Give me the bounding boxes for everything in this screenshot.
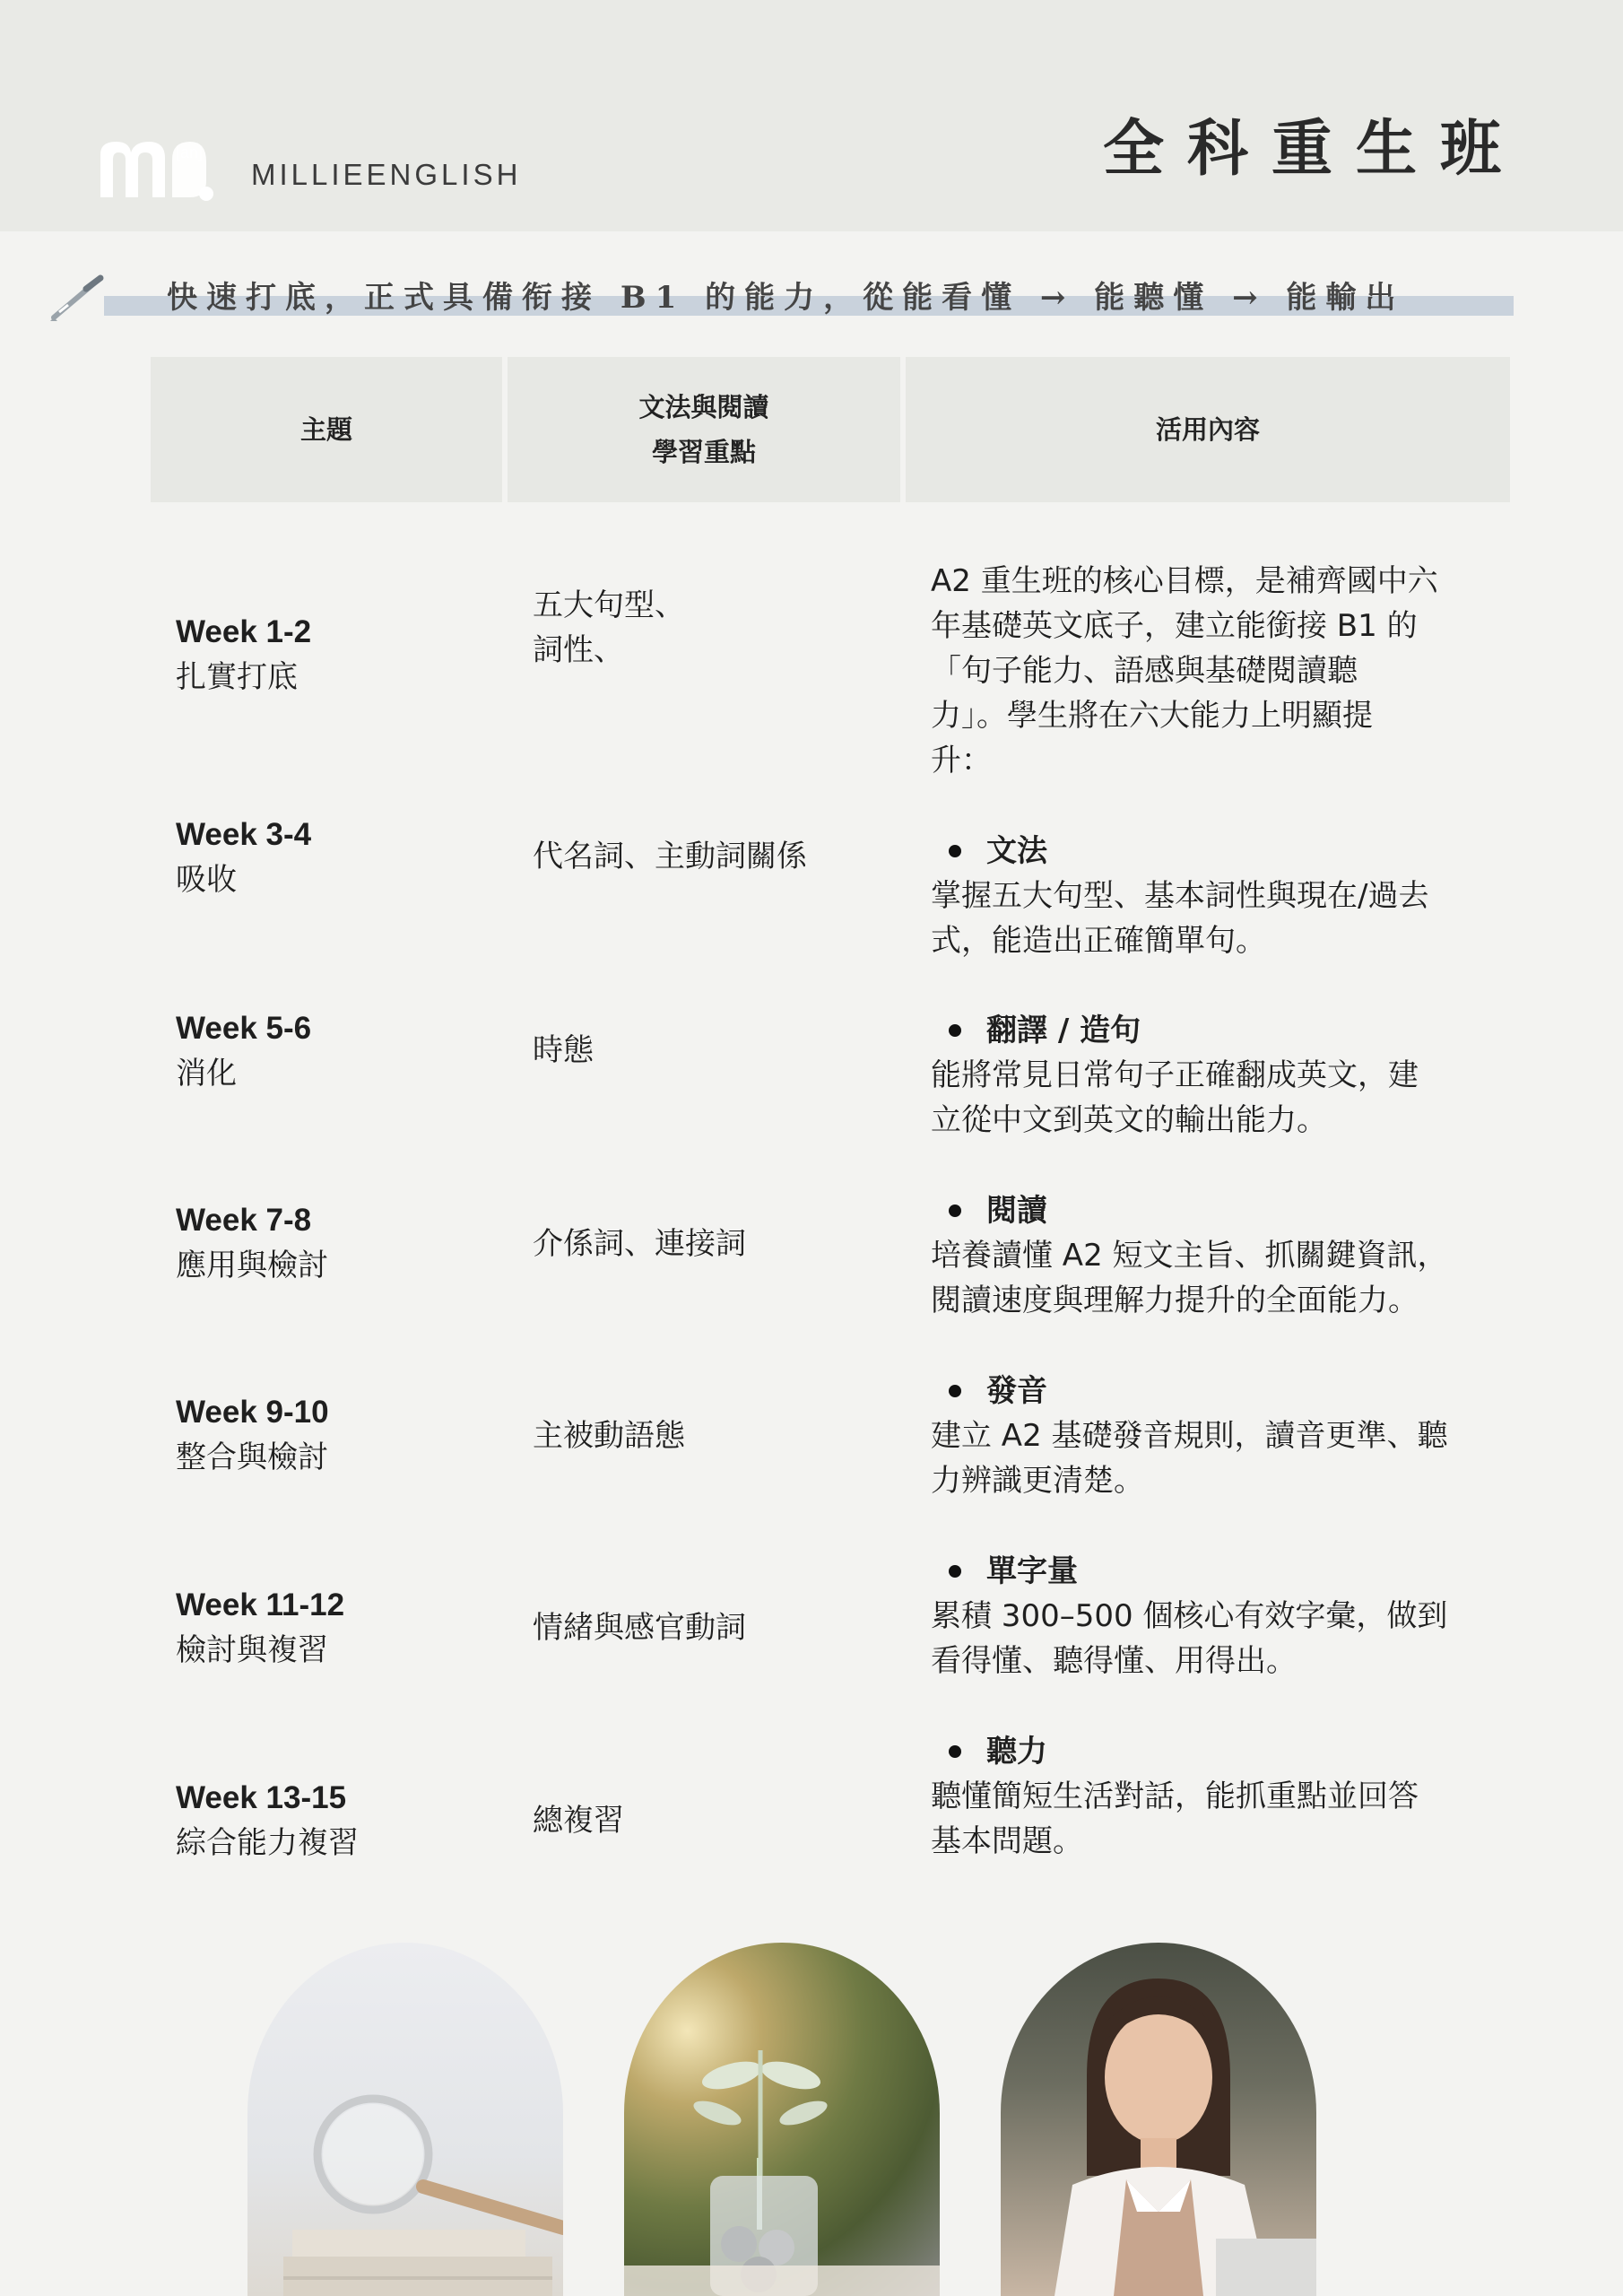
- pen-icon: [47, 269, 109, 325]
- ability-item: 發音 建立 A2 基礎發音規則，讀音更準、聽 力辨識更清楚。: [931, 1373, 1448, 1499]
- grammar-cell: 代名詞、主動詞關係: [533, 839, 807, 874]
- ability-item: 文法 掌握五大句型、基本詞性與現在/過去 式，能造出正確簡單句。: [931, 833, 1429, 959]
- week-cell: Week 3-4 吸收: [176, 817, 312, 898]
- week-cell: Week 5-6 消化: [176, 1011, 312, 1091]
- page-title: 全科重生班: [1102, 113, 1524, 185]
- photo-magnifying-glass: [247, 1943, 563, 2296]
- week-cell: Week 11-12 檢討與複習: [176, 1587, 345, 1668]
- grammar-cell: 情緒與感官動詞: [533, 1610, 746, 1646]
- column-header-content: 活用內容: [906, 357, 1510, 502]
- column-header-grammar: 文法與閱讀 學習重點: [508, 357, 900, 502]
- grammar-cell: 介係詞、連接詞: [533, 1226, 746, 1262]
- plant-icon: [624, 1943, 940, 2296]
- tagline: 快速打底，正式具備衔接 B1 的能力，從能看懂 → 能聽懂 → 能輸出: [167, 280, 1405, 316]
- week-cell: Week 9-10 整合與檢討: [176, 1395, 329, 1475]
- logo-superscript: [an]: [176, 144, 204, 161]
- intro-paragraph: A2 重生班的核心目標，是補齊國中六 年基礎英文底子，建立能銜接 B1 的 「句子能力、語感與基礎閱讀聽 力」。學生將在六大能力上明顯提 升：: [931, 563, 1438, 778]
- week-cell: Week 13-15 綜合能力複習: [176, 1780, 359, 1861]
- magnifying-glass-icon: [247, 1943, 563, 2296]
- week-cell: Week 1-2 扎實打底: [176, 614, 312, 695]
- ability-item: 單字量 累積 300–500 個核心有效字彙，做到 看得懂、聽得懂、用得出。: [931, 1553, 1448, 1679]
- grammar-cell: 主被動語態: [533, 1418, 685, 1454]
- student-icon: [1001, 1943, 1316, 2296]
- grammar-cell: 五大句型、 詞性、: [533, 587, 685, 668]
- ability-item: 聽力 聽懂簡短生活對話，能抓重點並回答 基本問題。: [931, 1734, 1419, 1859]
- bullet-icon: [949, 1385, 961, 1397]
- brand-name: MILLIEENGLISH: [251, 158, 522, 191]
- grammar-cell: 總複習: [533, 1803, 624, 1839]
- bullet-icon: [949, 845, 961, 857]
- photo-plant-jar: [624, 1943, 940, 2296]
- bullet-icon: [949, 1205, 961, 1217]
- page-header: [0, 0, 1623, 231]
- bullet-icon: [949, 1024, 961, 1037]
- ability-item: 翻譯 / 造句 能將常見日常句子正確翻成英文，建 立從中文到英文的輸出能力。: [931, 1013, 1419, 1138]
- grammar-cell: 時態: [533, 1032, 594, 1068]
- week-cell: Week 7-8 應用與檢討: [176, 1203, 328, 1283]
- photo-student: [1001, 1943, 1316, 2296]
- bullet-icon: [949, 1565, 961, 1578]
- column-header-topic: 主題: [151, 357, 502, 502]
- bullet-icon: [949, 1745, 961, 1758]
- ability-item: 閱讀 培養讀懂 A2 短文主旨、抓關鍵資訊， 閱讀速度與理解力提升的全面能力。: [931, 1193, 1448, 1318]
